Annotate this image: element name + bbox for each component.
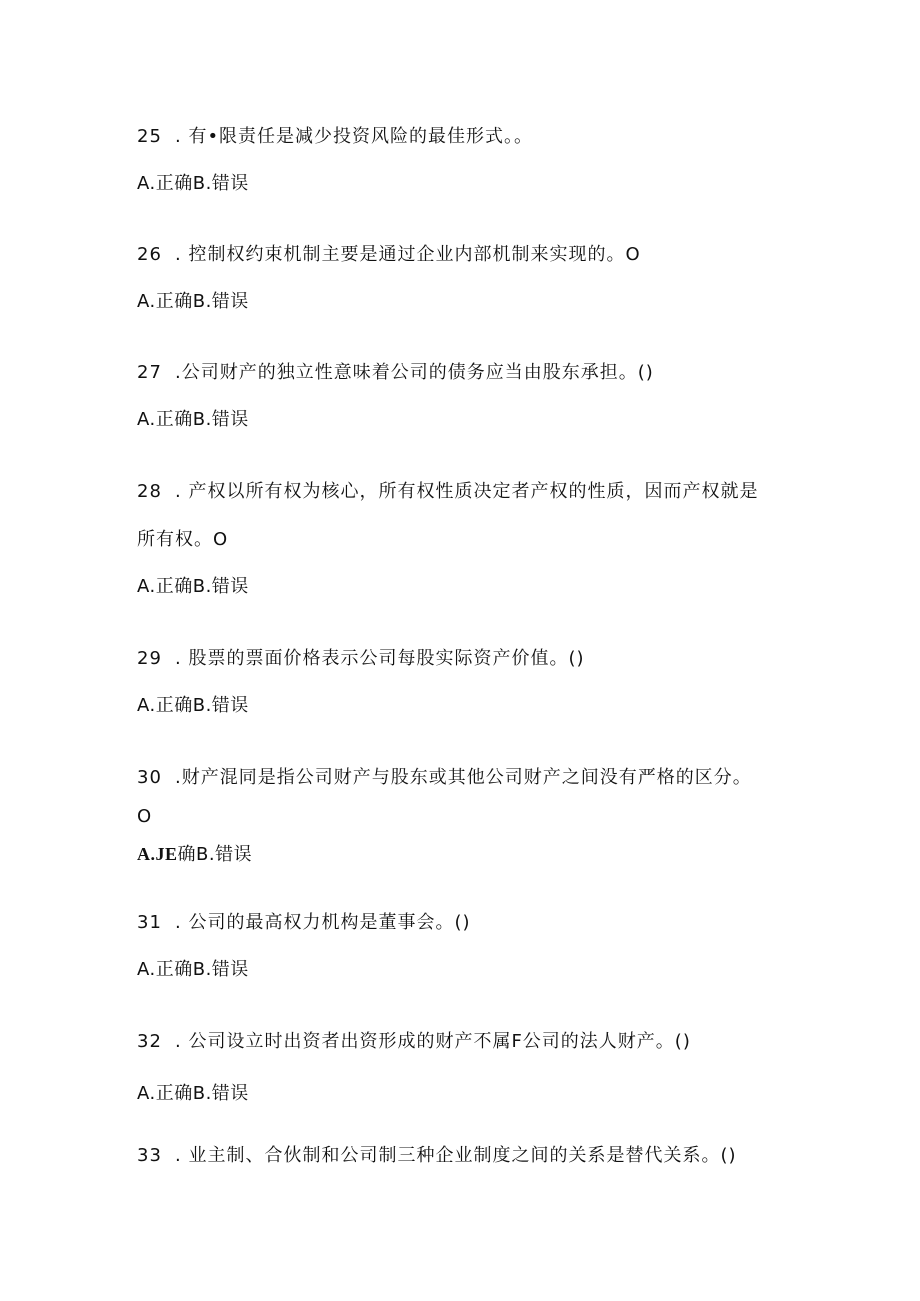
- question-25-options: A.正确B.错误: [137, 173, 249, 194]
- question-text: . 股票的票面价格表示公司每股实际资产价值。(): [175, 648, 585, 669]
- question-31: [137, 911, 471, 935]
- question-number: 31: [137, 912, 162, 933]
- question-29-options: A.正确B.错误: [137, 695, 249, 716]
- question-30: [137, 766, 752, 790]
- question-30-continuation: O: [137, 806, 153, 827]
- question-number: 28: [137, 481, 162, 502]
- question-27: [137, 361, 654, 385]
- question-number: 25: [137, 126, 162, 147]
- question-26-options: A.正确B.错误: [137, 291, 249, 312]
- question-text: . 公司设立时出资者出资形成的财产不属F公司的法人财产。(): [175, 1031, 691, 1052]
- question-number: 27: [137, 362, 162, 383]
- question-32-options: A.正确B.错误: [137, 1083, 249, 1104]
- question-text: . 公司的最高权力机构是董事会。(): [175, 912, 471, 933]
- question-27-options: A.正确B.错误: [137, 409, 249, 430]
- question-26: [137, 243, 641, 267]
- question-text: . 有•限责任是减少投资风险的最佳形式。。: [175, 126, 534, 147]
- question-number: 32: [137, 1031, 162, 1052]
- question-28-options: A.正确B.错误: [137, 576, 249, 597]
- question-33: [137, 1144, 737, 1168]
- question-number: 26: [137, 244, 162, 265]
- question-number: 33: [137, 1145, 162, 1166]
- question-32: [137, 1030, 691, 1054]
- question-28: [137, 480, 758, 504]
- question-text: . 业主制、合伙制和公司制三种企业制度之间的关系是替代关系。(): [175, 1145, 737, 1166]
- question-text: . 控制权约束机制主要是通过企业内部机制来实现的。O: [175, 244, 641, 265]
- question-text: . 产权以所有权为核心，所有权性质决定者产权的性质，因而产权就是: [175, 481, 759, 502]
- question-number: 29: [137, 648, 162, 669]
- question-30-options: [137, 842, 252, 867]
- option-rest: 确B.错误: [177, 844, 253, 865]
- question-text: .财产混同是指公司财产与股东或其他公司财产之间没有严格的区分。: [175, 767, 752, 788]
- question-31-options: A.正确B.错误: [137, 959, 249, 980]
- question-29: [137, 647, 585, 671]
- question-25: [137, 125, 533, 149]
- question-text: .公司财产的独立性意味着公司的债务应当由股东承担。(): [175, 362, 654, 383]
- question-28-continuation: 所有权。O: [137, 529, 229, 550]
- question-number: 30: [137, 767, 162, 788]
- option-prefix: A.JE: [137, 844, 178, 864]
